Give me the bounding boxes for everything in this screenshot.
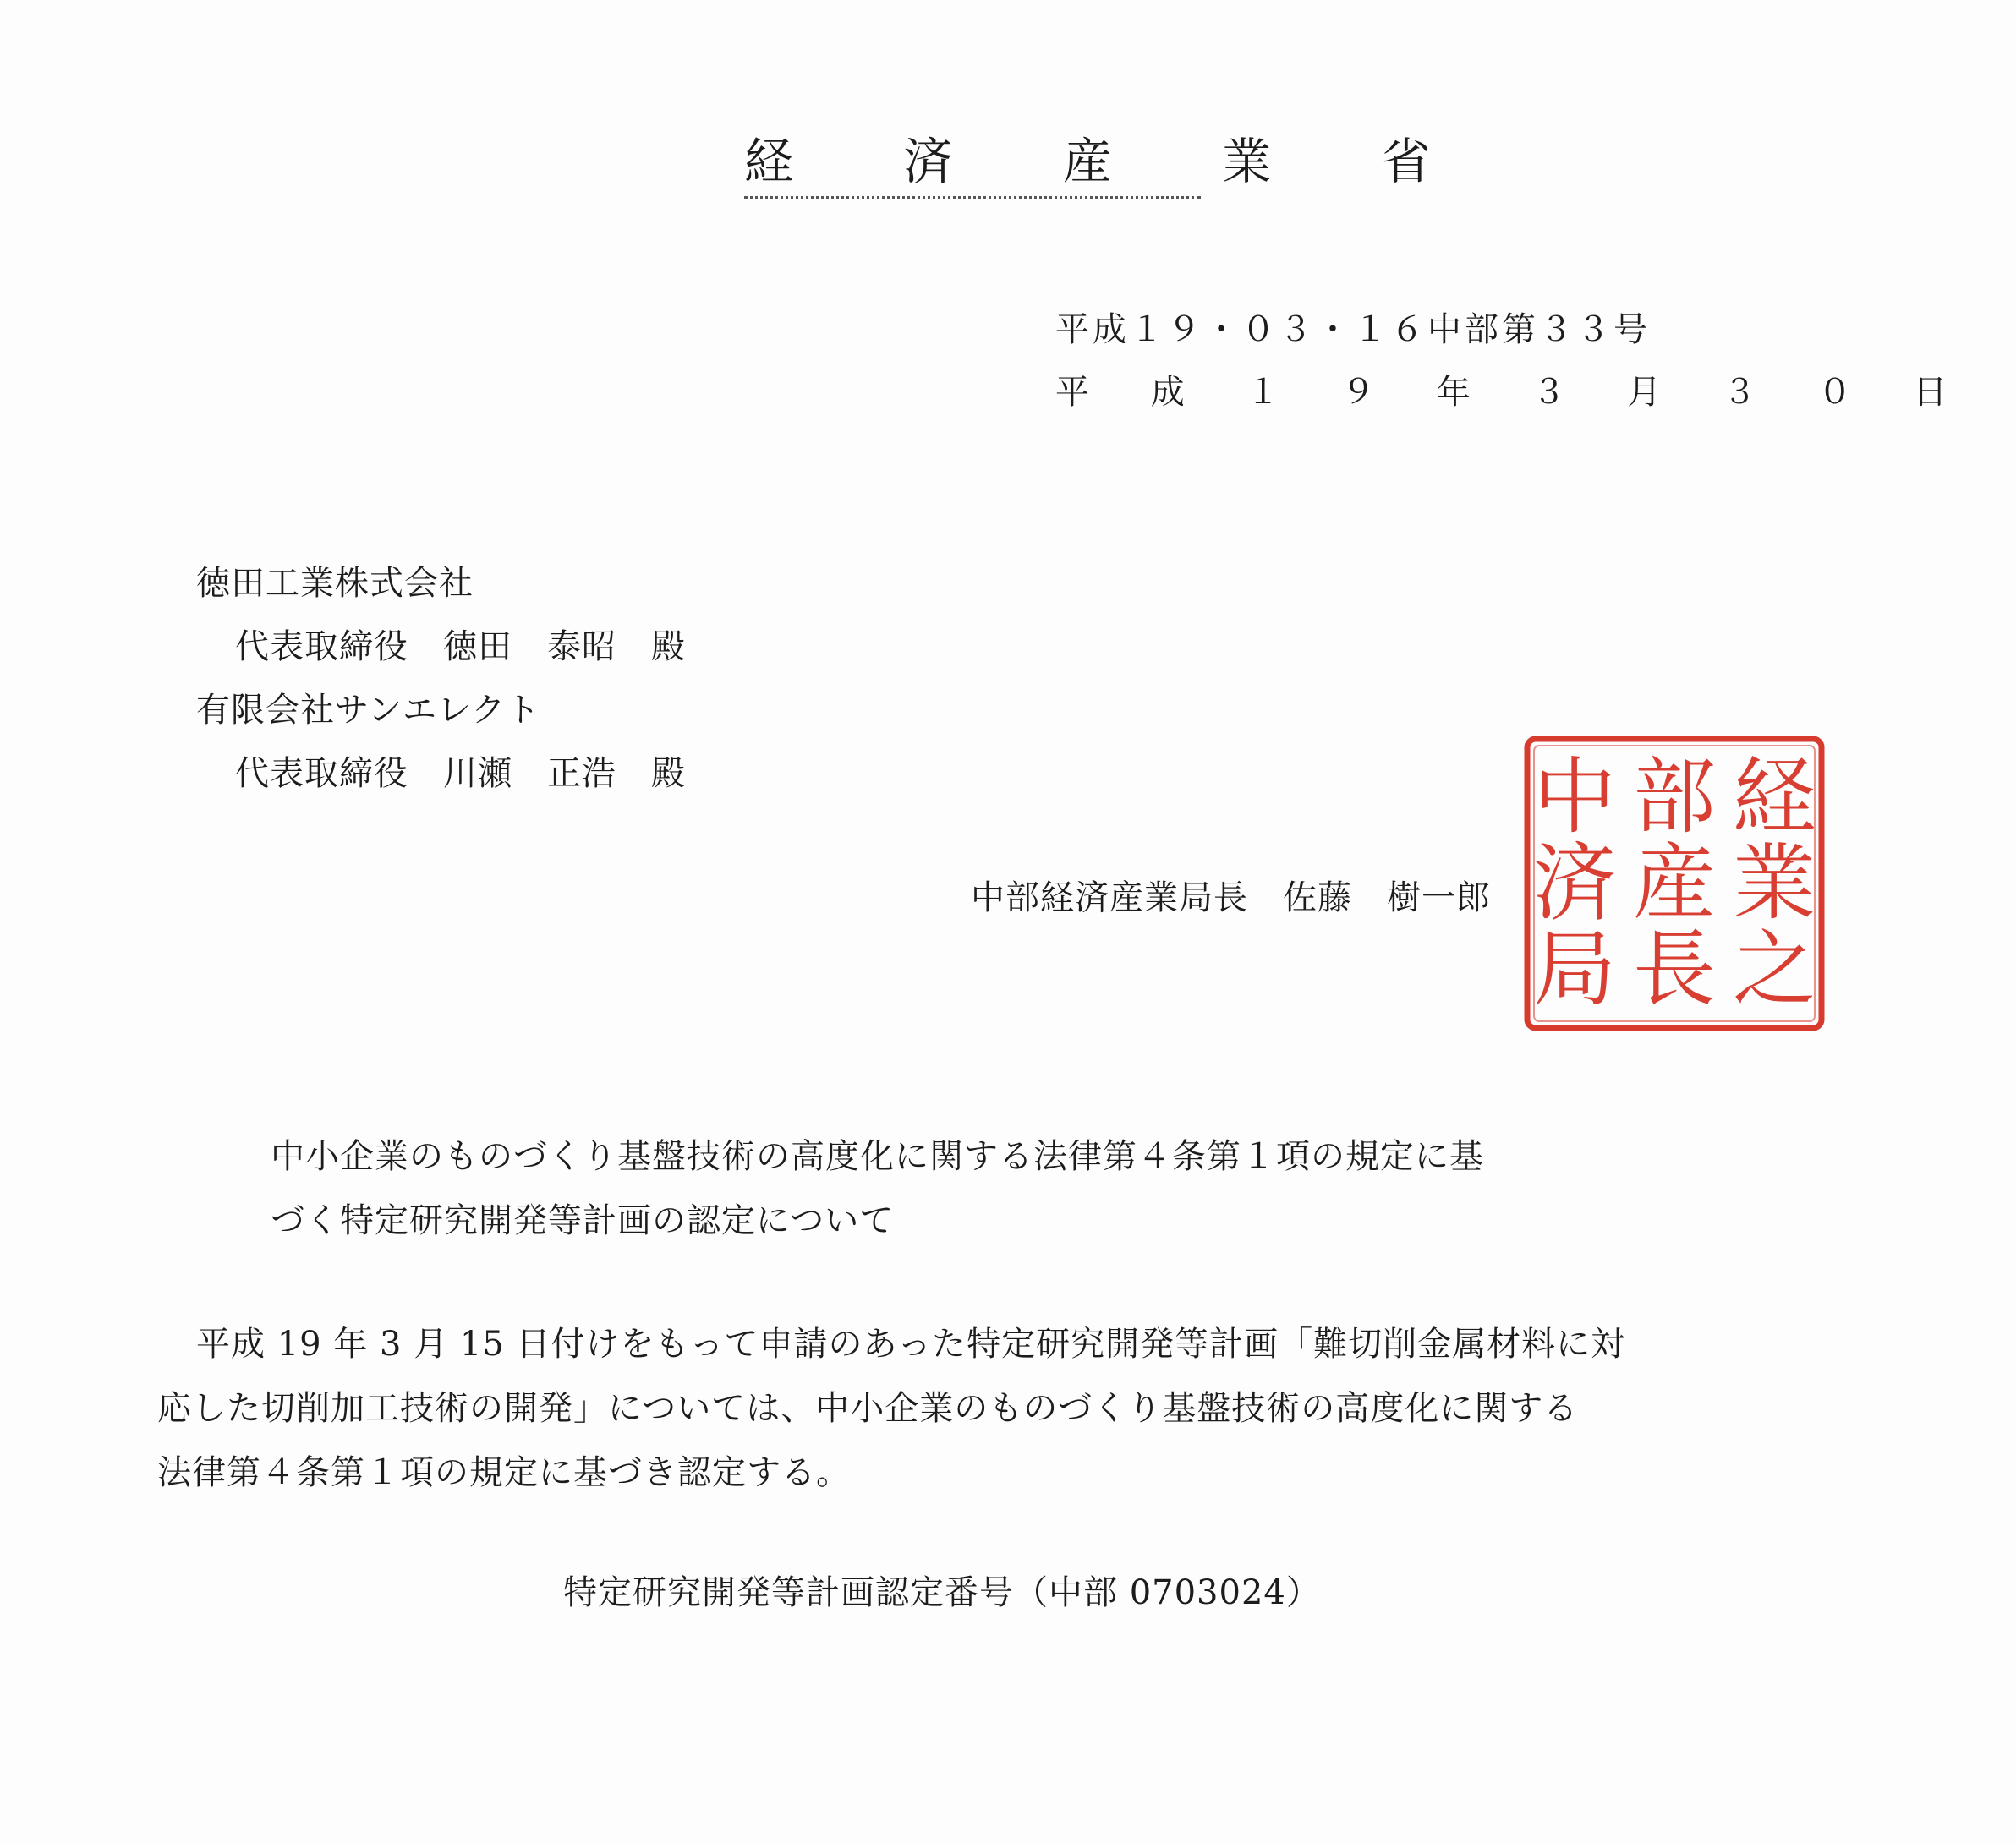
seal-character: 長: [1632, 922, 1717, 1018]
seal-character: 中: [1532, 749, 1617, 845]
document-number: 平成１９・０３・１６中部第３３号: [1055, 310, 1651, 349]
recipient-representative-2: 代表取締役 川瀬 正浩 殿: [235, 754, 686, 793]
seal-character: 業: [1732, 835, 1816, 932]
seal-character: 産: [1632, 835, 1717, 932]
body-line-1: 平成 19 年 3 月 15 日付けをもって申請のあった特定研究開発等計画「難切削金属材料に対: [196, 1325, 1626, 1364]
body-line-3: 法律第４条第１項の規定に基づき認定する。: [157, 1453, 851, 1492]
subject: [271, 1124, 1708, 1253]
seal-character: 局: [1532, 922, 1617, 1018]
body-paragraph: [157, 1312, 1764, 1505]
recipient-representative-1: 代表取締役 徳田 泰昭 殿: [235, 627, 686, 666]
certification-number: 特定研究開発等計画認定番号（中部 0703024）: [563, 1573, 1321, 1612]
official-seal-stamp: [1522, 734, 1827, 1033]
document-date: 平 成 １ ９ 年 ３ 月 ３ ０ 日: [1055, 373, 1973, 412]
seal-character: 済: [1532, 835, 1617, 932]
seal-character: 之: [1732, 922, 1816, 1018]
recipient-company-1: 徳田工業株式会社: [196, 564, 474, 603]
seal-character: 経: [1732, 749, 1816, 845]
seal-character: 部: [1632, 749, 1717, 845]
sender-signature: 中部経済産業局長 佐藤 樹一郎: [971, 878, 1491, 917]
ministry-title: 経 済 産 業 省: [744, 135, 1201, 199]
recipient-company-2: 有限会社サンエレクト: [196, 691, 541, 730]
subject-line-2: づく特定研究開発等計画の認定について: [271, 1201, 895, 1240]
subject-line-1: 中小企業のものづくり基盤技術の高度化に関する法律第４条第１項の規定に基: [271, 1137, 1484, 1176]
body-line-2: 応した切削加工技術の開発」については、中小企業のものづくり基盤技術の高度化に関する: [157, 1389, 1579, 1428]
